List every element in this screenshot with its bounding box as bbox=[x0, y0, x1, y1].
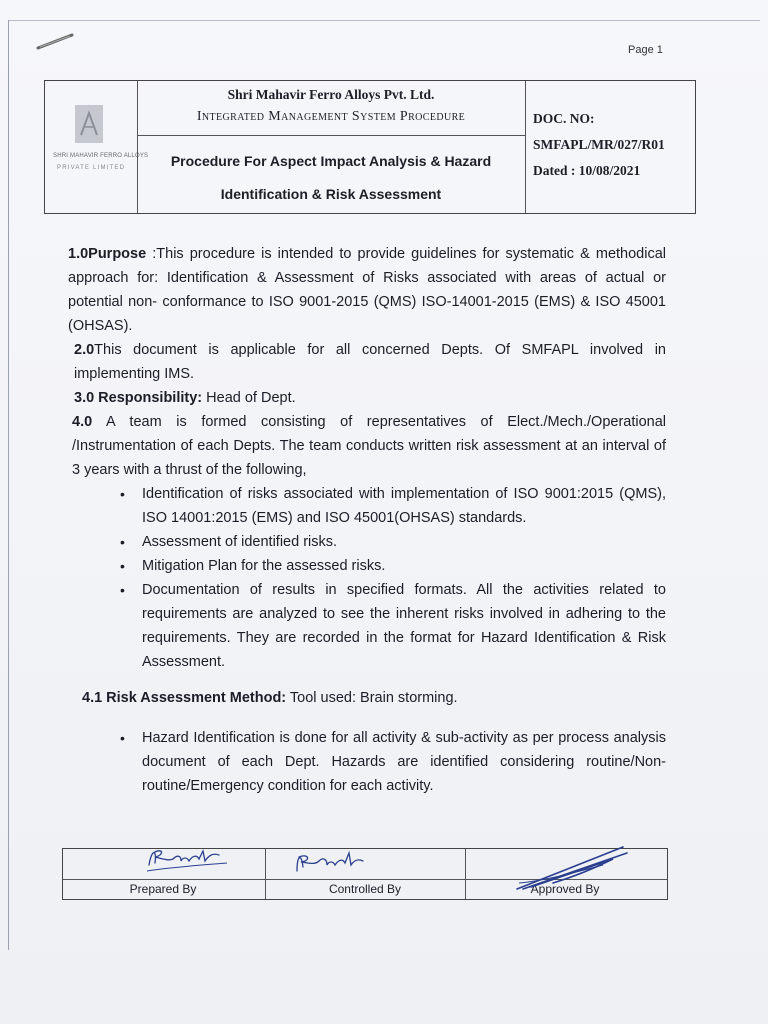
section-responsibility bbox=[68, 386, 666, 410]
doc-date: Dated : 10/08/2021 bbox=[533, 163, 641, 178]
approved-by-signature bbox=[513, 843, 633, 893]
section-team bbox=[68, 410, 666, 482]
section-text: A team is formed consisting of representatives of Elect./Mech./Operational /Instrumentation of each Depts. The team conducts written risk assessment at an interval of 3 years with a thrust of the following, bbox=[72, 414, 666, 478]
section-number: 4.0 bbox=[72, 414, 93, 430]
doc-no-label: DOC. NO: bbox=[533, 111, 595, 126]
system-name: Integrated Management System Procedure bbox=[196, 109, 466, 124]
procedure-title bbox=[137, 145, 525, 211]
pen-mark bbox=[36, 32, 76, 52]
procedure-title-line1: Procedure For Aspect Impact Analysis & Hazard bbox=[170, 153, 492, 169]
list-item: • Identification of risks associated with implementation of ISO 9001:2015 (QMS), ISO 14001:2015 (EMS) and ISO 45001(OHSAS) standards. bbox=[142, 482, 666, 530]
controlled-by-label: Controlled By bbox=[328, 882, 402, 896]
section-text: This document is applicable for all concerned Depts. Of SMFAPL involved in implementing IMS. bbox=[74, 342, 666, 382]
logo-text-suffix: PRIVATE LIMITED bbox=[57, 165, 126, 171]
page-number: Page 1 bbox=[628, 44, 663, 56]
document-header-table bbox=[44, 80, 696, 214]
logo-text-name: SHRI MAHAVIR FERRO ALLOYS bbox=[53, 153, 149, 159]
prepared-by-signature bbox=[143, 841, 233, 875]
section-purpose bbox=[68, 242, 666, 338]
approved-by-label: Approved By bbox=[530, 882, 600, 896]
logo-mark-icon bbox=[75, 105, 103, 143]
risk-method-bullet-list bbox=[68, 726, 666, 798]
section-number: 3.0 Responsibility: bbox=[74, 390, 203, 406]
page-border-top bbox=[8, 20, 760, 21]
list-item: • Documentation of results in specified formats. All the activities related to requirements are analyzed to see the inherent risks involved in adhering to the requirements. They are recorded in the format for Hazard Identification & Risk Assessment. bbox=[142, 578, 666, 674]
doc-no-value: SMFAPL/MR/027/R01 bbox=[533, 137, 665, 152]
procedure-title-line2: Identification & Risk Assessment bbox=[220, 186, 442, 202]
section-risk-method bbox=[68, 686, 666, 710]
section-number: 2.0 bbox=[74, 342, 95, 358]
company-logo bbox=[45, 81, 149, 213]
section-text: Head of Dept. bbox=[202, 390, 296, 406]
section-number: 4.1 Risk Assessment Method: bbox=[82, 690, 287, 706]
header-docinfo-cell bbox=[525, 81, 696, 213]
header-title-cell bbox=[137, 135, 525, 213]
list-item: • Hazard Identification is done for all activity & sub-activity as per process analysis document of each Dept. Hazards are identified considering routine/Non-routine/Emergency condition for each activity. bbox=[142, 726, 666, 798]
document-body bbox=[68, 242, 666, 798]
page-border-left bbox=[8, 20, 9, 950]
controlled-by-signature bbox=[291, 845, 381, 879]
company-name: Shri Mahavir Ferro Alloys Pvt. Ltd. bbox=[227, 87, 435, 102]
signoff-table bbox=[62, 848, 668, 900]
section-text: :This procedure is intended to provide guidelines for systematic & methodical approach for: Identification & Assessment of Risks associated with areas of actual or potential non- conformance to ISO 9001-2015 (QMS) ISO-14001-2015 (EMS) & ISO 45001 (OHSAS). bbox=[68, 246, 666, 334]
list-item: • Assessment of identified risks. bbox=[142, 530, 666, 554]
section-scope bbox=[68, 338, 666, 386]
section-text: Tool used: Brain storming. bbox=[286, 690, 458, 706]
header-company-cell bbox=[137, 81, 525, 136]
section-number: 1.0Purpose bbox=[68, 246, 147, 262]
list-item: • Mitigation Plan for the assessed risks. bbox=[142, 554, 666, 578]
team-bullet-list bbox=[68, 482, 666, 674]
prepared-by-label: Prepared By bbox=[129, 882, 197, 896]
